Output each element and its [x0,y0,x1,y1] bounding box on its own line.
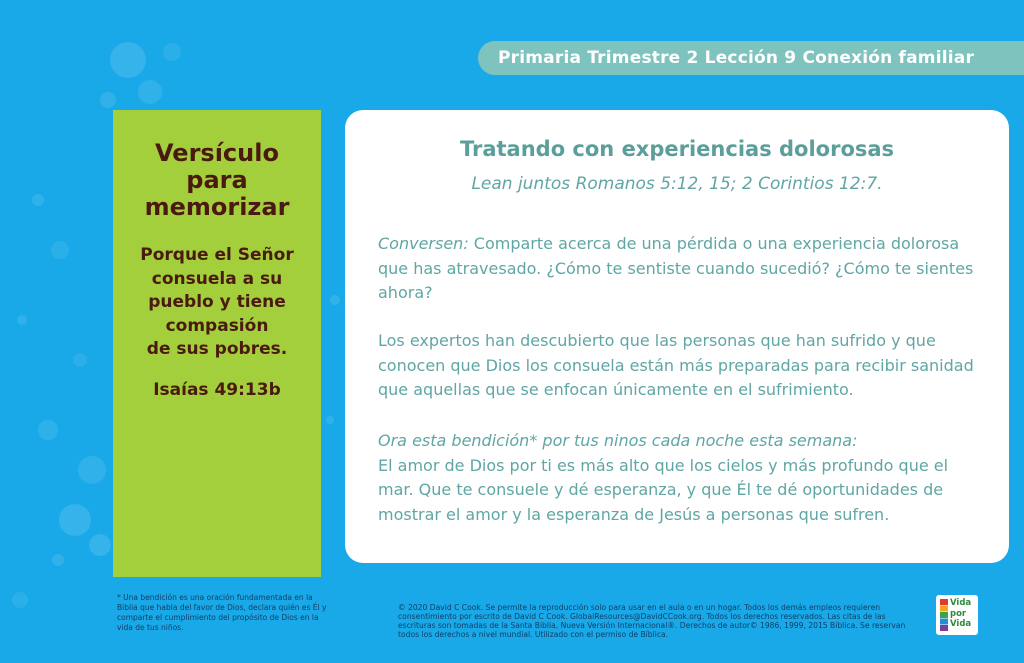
copyright-notice: © 2020 David C Cook. Se permite la reproducción solo para usar en el aula o en un hogar. Todos los demás empleos requieren consentimiento por escrito de David C Cook. GlobalResources@DavidCCook.org. Todos los derechos reservados. Las citas de las escrituras son tomadas de la Santa Biblia, Nueva Versión Internacional®. Derechos de autor© 1986, 1999, 2015 Bíblica. Se reservan todos los derechos a nivel mundial. Utilizado con el permiso de Bíblica. [398,603,906,639]
card-title: Tratando con experiencias dolorosas [459,137,895,161]
lesson-header-title: Primaria Trimestre 2 Lección 9 Conexión familiar [498,48,975,68]
memory-verse-line: consuela a su [151,268,283,289]
memory-verse-text [113,244,321,362]
blessing-paragraph [378,429,988,527]
memory-verse-line: pueblo y tiene [148,292,286,312]
memory-verse-line: Porque el Señor [140,245,294,265]
discuss-label: Conversen: [378,234,469,253]
discuss-text: Comparte acerca de una pérdida o una experiencia dolorosa que has atravesado. ¿Cómo te sentiste cuando sucedió? ¿Cómo te sientes ahora? [378,234,974,302]
memory-verse-heading [113,140,321,221]
blessing-text: El amor de Dios por ti es más alto que los cielos y más profundo que el mar. Que te consuele y dé esperanza, y que Él te dé oportunidades de mostrar el amor y la esperanza de Jesús a personas que sufren. [378,455,949,524]
memory-verse-heading-line: para [186,166,248,194]
memory-verse-panel [113,110,321,577]
logo-text-line: por [950,608,967,619]
memory-verse-line: compasión [165,315,269,336]
memory-verse-heading-line: memorizar [144,193,290,221]
memory-verse-line: de sus pobres. [146,339,288,359]
logo-text [950,598,978,630]
memory-verse-reference: Isaías 49:13b [153,380,281,400]
vida-por-vida-logo [936,595,978,635]
memory-verse-heading-line: Versículo [155,139,279,167]
card-subtitle: Lean juntos Romanos 5:12, 15; 2 Corintios 12:7. [471,174,883,194]
logo-text-line: Vida [950,598,972,608]
experts-paragraph: Los expertos han descubierto que las personas que han sufrido y que conocen que Dios los consuela están más preparadas para recibir sanidad que aquellas que se enfocan únicamente en el sufrimiento. [378,331,974,399]
discuss-paragraph [378,232,988,306]
lesson-content-card [345,110,1009,563]
lesson-header-banner [478,41,1024,75]
blessing-footnote: * Una bendición es una oración fundamentada en la Biblia que habla del favor de Dios, declara quién es Él y comparte el cumplimiento del propósito de Dios en la vida de tus niños. [117,593,327,632]
blessing-label: Ora esta bendición* por tus ninos cada noche esta semana: [378,431,858,450]
logo-color-bars-icon [940,599,948,631]
logo-text-line: Vida [950,619,972,629]
